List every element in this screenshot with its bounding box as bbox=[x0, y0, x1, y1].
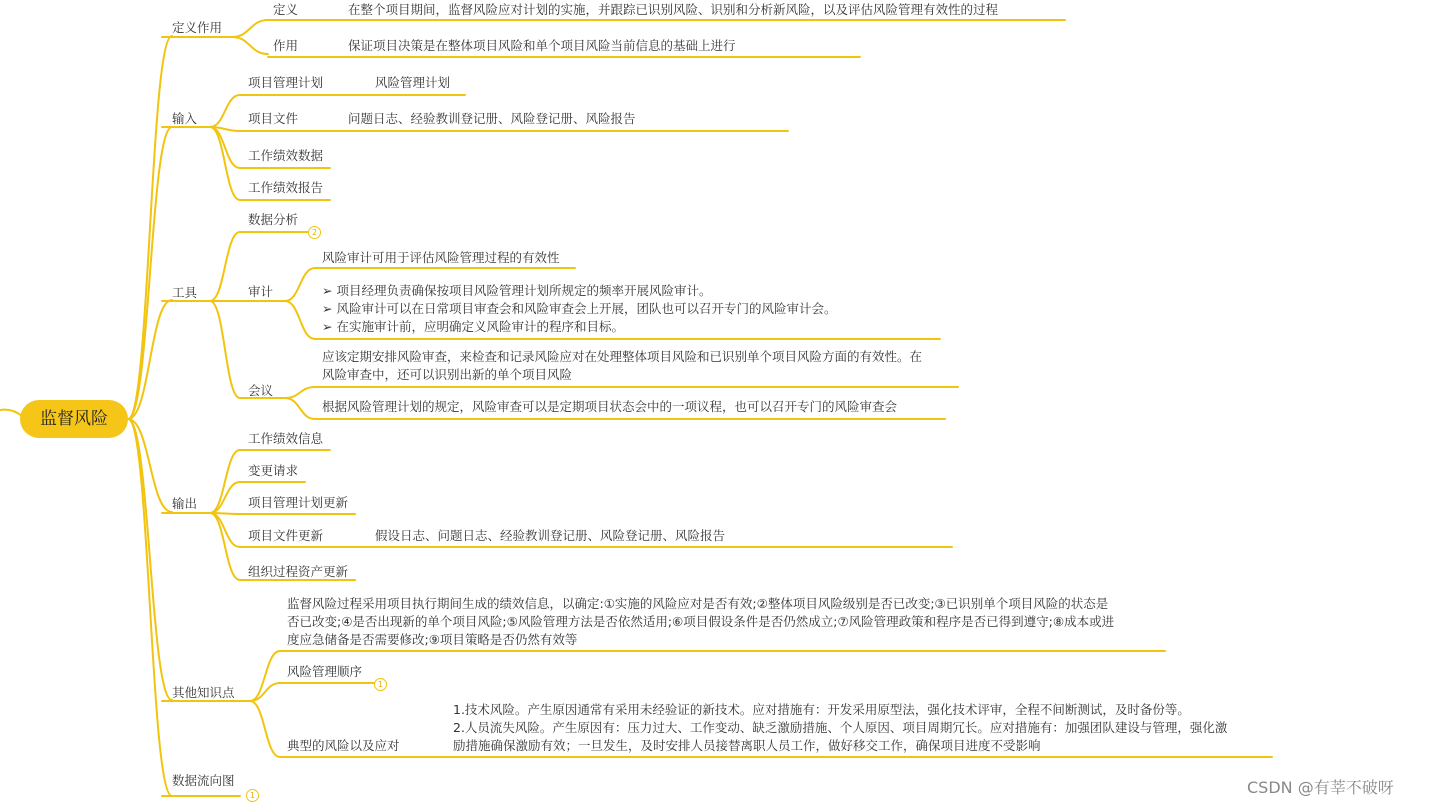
input-item[interactable]: 工作绩效报告 bbox=[248, 180, 324, 195]
node-inputs[interactable]: 输入 bbox=[172, 111, 198, 126]
node-tools[interactable]: 工具 bbox=[172, 285, 198, 300]
output-item[interactable]: 工作绩效信息 bbox=[248, 431, 324, 446]
node-use-text[interactable]: 保证项目决策是在整体项目风险和单个项目风险当前信息的基础上进行 bbox=[348, 38, 736, 53]
watermark: CSDN @有莘不破呀 bbox=[1247, 778, 1394, 797]
other-text[interactable]: 否已改变;④是否出现新的单个项目风险;⑤风险管理方法是否依然适用;⑥项目假设条件是否仍然成立;⑦风险管理政策和程序是否已得到遵守;⑧成本或进 bbox=[287, 614, 1115, 629]
node-audit[interactable]: 审计 bbox=[248, 284, 274, 299]
node-data-analysis[interactable]: 数据分析 bbox=[248, 212, 299, 227]
typical-risk-text[interactable]: 励措施确保激励有效；一旦发生，及时安排人员接替离职人员工作，做好移交工作，确保项目进度不受影响 bbox=[453, 738, 1041, 753]
node-meeting[interactable]: 会议 bbox=[248, 383, 274, 398]
audit-text[interactable]: 风险审计可用于评估风险管理过程的有效性 bbox=[322, 250, 560, 265]
collapsed-count-badge[interactable]: 2 bbox=[308, 226, 321, 239]
node-other[interactable]: 其他知识点 bbox=[172, 685, 235, 700]
meeting-text[interactable]: 风险审查中，还可以识别出新的单个项目风险 bbox=[322, 367, 573, 382]
node-outputs[interactable]: 输出 bbox=[172, 496, 198, 511]
meeting-text[interactable]: 根据风险管理计划的规定，风险审查可以是定期项目状态会中的一项议程，也可以召开专门的风险审查会 bbox=[322, 399, 898, 414]
input-item[interactable]: 项目管理计划 bbox=[248, 75, 324, 90]
audit-bullet[interactable]: ➢ 风险审计可以在日常项目审查会和风险审查会上开展，团队也可以召开专门的风险审计会。 bbox=[322, 301, 837, 316]
collapsed-count-badge[interactable]: 1 bbox=[374, 678, 387, 691]
node-def-label[interactable]: 定义 bbox=[273, 2, 299, 17]
node-dataflow[interactable]: 数据流向图 bbox=[172, 773, 235, 788]
typical-risk-text[interactable]: 1.技术风险。产生原因通常有采用未经验证的新技术。应对措施有：开发采用原型法，强化技术评审，全程不间断测试，及时备份等。 bbox=[453, 702, 1190, 717]
input-item[interactable]: 项目文件 bbox=[248, 111, 299, 126]
input-item[interactable]: 工作绩效数据 bbox=[248, 148, 324, 163]
other-text[interactable]: 度应急储备是否需要修改;⑨项目策略是否仍然有效等 bbox=[287, 632, 578, 647]
node-use-label[interactable]: 作用 bbox=[273, 38, 299, 53]
output-item[interactable]: 变更请求 bbox=[248, 463, 299, 478]
root-node[interactable]: 监督风险 bbox=[20, 400, 128, 438]
output-item[interactable]: 项目文件更新 bbox=[248, 528, 324, 543]
node-definition[interactable]: 定义作用 bbox=[172, 20, 223, 35]
input-item-detail[interactable]: 风险管理计划 bbox=[375, 75, 451, 90]
node-def-text[interactable]: 在整个项目期间，监督风险应对计划的实施，并跟踪已识别风险、识别和分析新风险，以及评估风险管理有效性的过程 bbox=[348, 2, 999, 17]
audit-bullet[interactable]: ➢ 项目经理负责确保按项目风险管理计划所规定的频率开展风险审计。 bbox=[322, 283, 712, 298]
typical-risk-text[interactable]: 2.人员流失风险。产生原因有：压力过大、工作变动、缺乏激励措施、个人原因、项目周期冗长。应对措施有：加强团队建设与管理，强化激 bbox=[453, 720, 1228, 735]
input-item-detail[interactable]: 问题日志、经验教训登记册、风险登记册、风险报告 bbox=[348, 111, 636, 126]
audit-bullet[interactable]: ➢ 在实施审计前，应明确定义风险审计的程序和目标。 bbox=[322, 319, 624, 334]
other-text[interactable]: 监督风险过程采用项目执行期间生成的绩效信息，以确定:①实施的风险应对是否有效;②整体项目风险级别是否已改变;③已识别单个项目风险的状态是 bbox=[287, 596, 1109, 611]
node-typical-risks[interactable]: 典型的风险以及应对 bbox=[287, 738, 400, 753]
collapsed-count-badge[interactable]: 1 bbox=[246, 789, 259, 802]
output-item-detail[interactable]: 假设日志、问题日志、经验教训登记册、风险登记册、风险报告 bbox=[375, 528, 726, 543]
node-risk-order[interactable]: 风险管理顺序 bbox=[287, 664, 363, 679]
meeting-text[interactable]: 应该定期安排风险审查，来检查和记录风险应对在处理整体项目风险和已识别单个项目风险方面的有效性。在 bbox=[322, 349, 923, 364]
output-item[interactable]: 项目管理计划更新 bbox=[248, 495, 349, 510]
output-item[interactable]: 组织过程资产更新 bbox=[248, 564, 349, 579]
